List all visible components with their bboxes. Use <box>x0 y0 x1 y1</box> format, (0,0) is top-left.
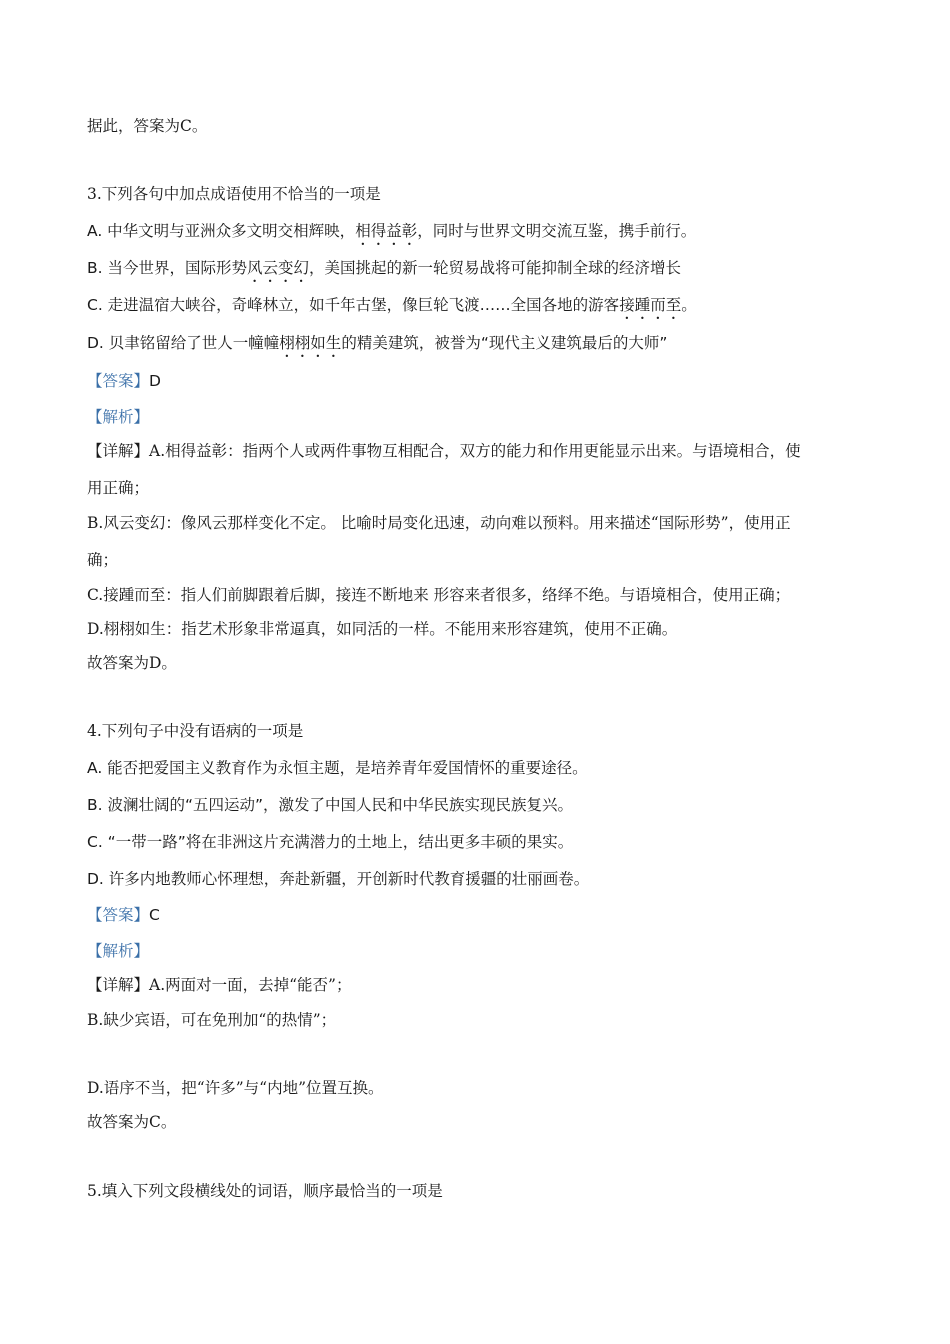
q3-d-idiom: 栩栩如生 <box>279 334 342 352</box>
q4-detail-1: 【详解】A.两面对一面，去掉“能否”； <box>87 976 352 994</box>
q4-detail-2: B.缺少宾语，可在免刑加“的热情”； <box>87 1011 337 1029</box>
q3-c-idiom: 接踵而至 <box>619 296 682 314</box>
q3-b-text-end: ，美国挑起的新一轮贸易战将可能抑制全球的经济增长 <box>309 259 682 277</box>
q3-detail-2-cont: 确； <box>87 551 119 569</box>
q3-b-text: B. 当今世界，国际形势 <box>87 259 247 277</box>
q4-option-c: C. “一带一路”将在非洲这片充满潜力的土地上，结出更多丰硕的果实。 <box>87 833 574 851</box>
q4-stem: 4.下列句子中没有语病的一项是 <box>87 722 304 740</box>
q3-detail-4: D.栩栩如生：指艺术形象非常逼真，如同活的一样。不能用来形容建筑，使用不正确。 <box>87 620 678 638</box>
q3-stem: 3.下列各句中加点成语使用不恰当的一项是 <box>87 185 381 203</box>
q3-c-text: C. 走进温宿大峡谷，奇峰林立，如千年古堡，像巨轮飞渡……全国各地的游客 <box>87 296 620 314</box>
q3-detail-3: C.接踵而至：指人们前脚跟着后脚，接连不断地来 形容来者很多，络绎不绝。与语境相合，使用正确； <box>87 586 791 604</box>
q3-d-text-end: 的精美建筑，被誉为“现代主义建筑最后的大师” <box>341 334 668 352</box>
q4-option-a: A. 能否把爱国主义教育作为永恒主题，是培养青年爱国情怀的重要途径。 <box>87 759 588 777</box>
q5-stem: 5.填入下列文段横线处的词语，顺序最恰当的一项是 <box>87 1182 443 1200</box>
q4-option-b: B. 波澜壮阔的“五四运动”，激发了中国人民和中华民族实现民族复兴。 <box>87 796 574 814</box>
q3-d-text: D. 贝聿铭留给了世人一幢幢 <box>87 334 280 352</box>
q3-detail-2: B.风云变幻：像风云那样变化不定。 比喻时局变化迅速，动向难以预料。用来描述“国际形势”，使用正 <box>87 514 791 532</box>
q3-a-idiom: 相得益彰 <box>355 222 418 240</box>
q3-detail-1: 【详解】A.相得益彰：指两个人或两件事物互相配合，双方的能力和作用更能显示出来。与语境相合，使 <box>87 442 801 460</box>
q3-c-text-end: 。 <box>681 296 697 314</box>
q3-a-text-end: ，同时与世界文明交流互鉴，携手前行。 <box>417 222 697 240</box>
q3-option-d <box>87 332 667 361</box>
q3-answer <box>87 370 161 392</box>
prev-conclusion: 据此，答案为C。 <box>87 117 208 135</box>
q4-detail-4: D.语序不当，把“许多”与“内地”位置互换。 <box>87 1079 384 1097</box>
q3-answer-value: D <box>149 372 161 390</box>
q4-answer-value: C <box>149 906 160 924</box>
q4-answer-tag: 【答案】 <box>87 906 150 924</box>
q3-b-idiom: 风云变幻 <box>247 259 310 277</box>
q3-conclusion: 故答案为D。 <box>87 654 177 672</box>
q3-option-b <box>87 257 681 286</box>
q3-analysis-tag: 【解析】 <box>87 408 150 426</box>
q4-answer <box>87 904 160 926</box>
q3-a-text: A. 中华文明与亚洲众多文明交相辉映， <box>87 222 356 240</box>
q4-conclusion: 故答案为C。 <box>87 1113 177 1131</box>
q4-option-d: D. 许多内地教师心怀理想，奔赴新疆，开创新时代教育援疆的壮丽画卷。 <box>87 870 590 888</box>
q3-option-c <box>87 294 697 323</box>
q3-option-a <box>87 220 696 249</box>
q4-analysis-tag: 【解析】 <box>87 942 150 960</box>
q3-detail-1-cont: 用正确； <box>87 479 150 497</box>
q3-answer-tag: 【答案】 <box>87 372 150 390</box>
